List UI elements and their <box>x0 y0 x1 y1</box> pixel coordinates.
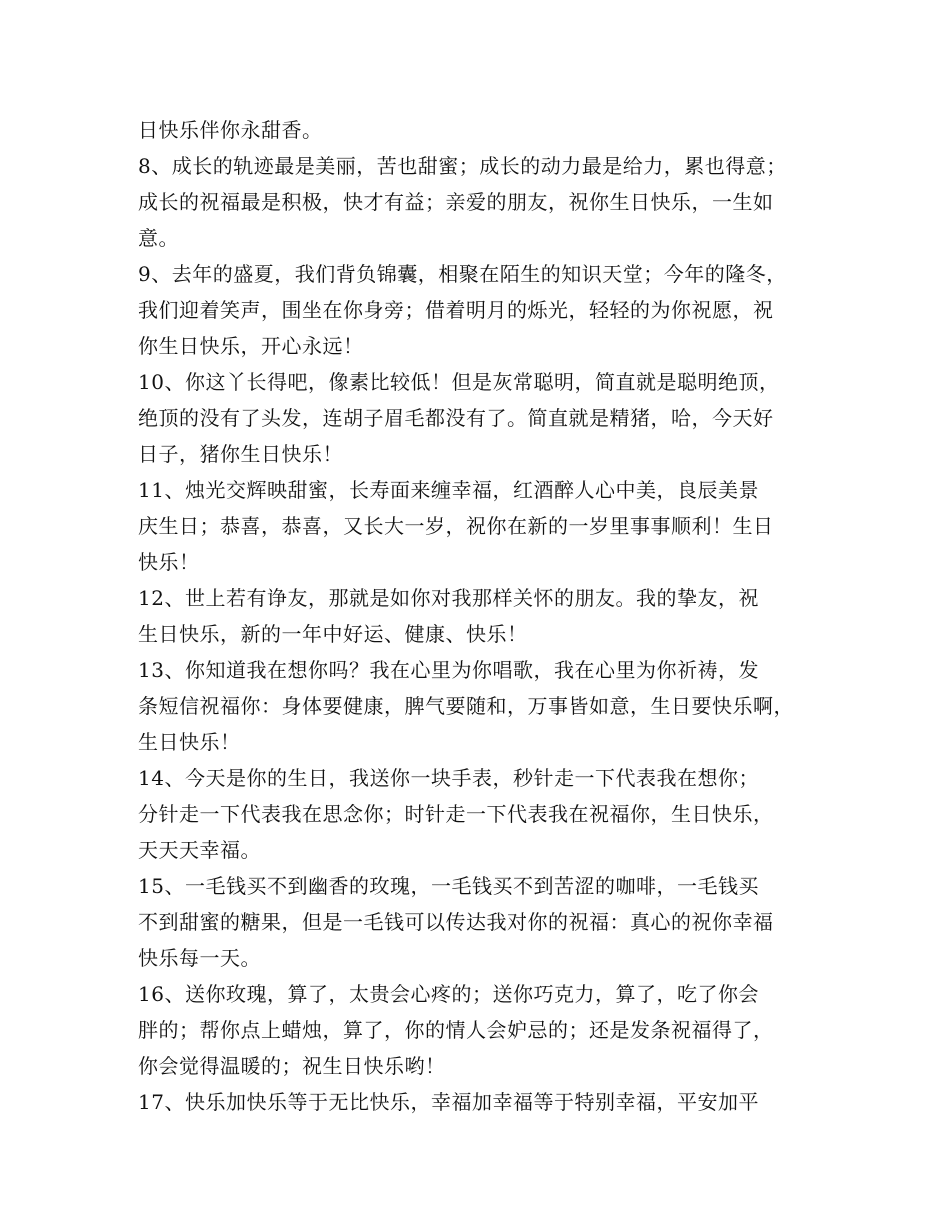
text-line: 成长的祝福最是积极，快才有益；亲爱的朋友，祝你生日快乐，一生如 <box>138 190 774 214</box>
text-line: 10、你这丫长得吧，像素比较低！但是灰常聪明，简直就是聪明绝顶， <box>138 370 780 394</box>
text-line: 条短信祝福你：身体要健康，脾气要随和，万事皆如意，生日要快乐啊， <box>138 694 794 718</box>
text-line: 快乐每一天。 <box>138 946 261 970</box>
text-line: 日子，猪你生日快乐！ <box>138 442 343 466</box>
text-line: 不到甜蜜的糖果，但是一毛钱可以传达我对你的祝福：真心的祝你幸福 <box>138 910 774 934</box>
text-line: 16、送你玫瑰，算了，太贵会心疼的；送你巧克力，算了，吃了你会 <box>138 982 759 1006</box>
text-line: 分针走一下代表我在思念你；时针走一下代表我在祝福你，生日快乐， <box>138 802 774 826</box>
text-line: 8、成长的轨迹最是美丽，苦也甜蜜；成长的动力最是给力，累也得意； <box>138 154 787 178</box>
text-line: 天天天幸福。 <box>138 838 261 862</box>
text-line: 9、去年的盛夏，我们背负锦囊，相聚在陌生的知识天堂；今年的隆冬， <box>138 262 787 286</box>
text-line: 绝顶的没有了头发，连胡子眉毛都没有了。简直就是精猪，哈，今天好 <box>138 406 774 430</box>
text-line: 我们迎着笑声，围坐在你身旁；借着明月的烁光，轻轻的为你祝愿，祝 <box>138 298 774 322</box>
text-line: 17、快乐加快乐等于无比快乐，幸福加幸福等于特别幸福，平安加平 <box>138 1090 759 1114</box>
text-line: 你会觉得温暖的；祝生日快乐哟！ <box>138 1054 446 1078</box>
text-line: 庆生日；恭喜，恭喜，又长大一岁，祝你在新的一岁里事事顺利！生日 <box>138 514 774 538</box>
text-line: 13、你知道我在想你吗？我在心里为你唱歌，我在心里为你祈祷，发 <box>138 658 759 682</box>
text-line: 快乐！ <box>138 550 200 574</box>
text-line: 意。 <box>138 226 179 250</box>
text-line: 11、烛光交辉映甜蜜，长寿面来缠幸福，红酒醉人心中美，良辰美景 <box>138 478 759 502</box>
text-line: 你生日快乐，开心永远！ <box>138 334 364 358</box>
document-body <box>138 112 818 1120</box>
text-line: 胖的；帮你点上蜡烛，算了，你的情人会妒忌的；还是发条祝福得了， <box>138 1018 774 1042</box>
text-line: 15、一毛钱买不到幽香的玫瑰，一毛钱买不到苦涩的咖啡，一毛钱买 <box>138 874 759 898</box>
text-line: 日快乐伴你永甜香。 <box>138 118 323 142</box>
text-line: 14、今天是你的生日，我送你一块手表，秒针走一下代表我在想你； <box>138 766 759 790</box>
text-line: 12、世上若有诤友，那就是如你对我那样关怀的朋友。我的挚友，祝 <box>138 586 759 610</box>
text-line: 生日快乐，新的一年中好运、健康、快乐！ <box>138 622 528 646</box>
text-line: 生日快乐！ <box>138 730 241 754</box>
